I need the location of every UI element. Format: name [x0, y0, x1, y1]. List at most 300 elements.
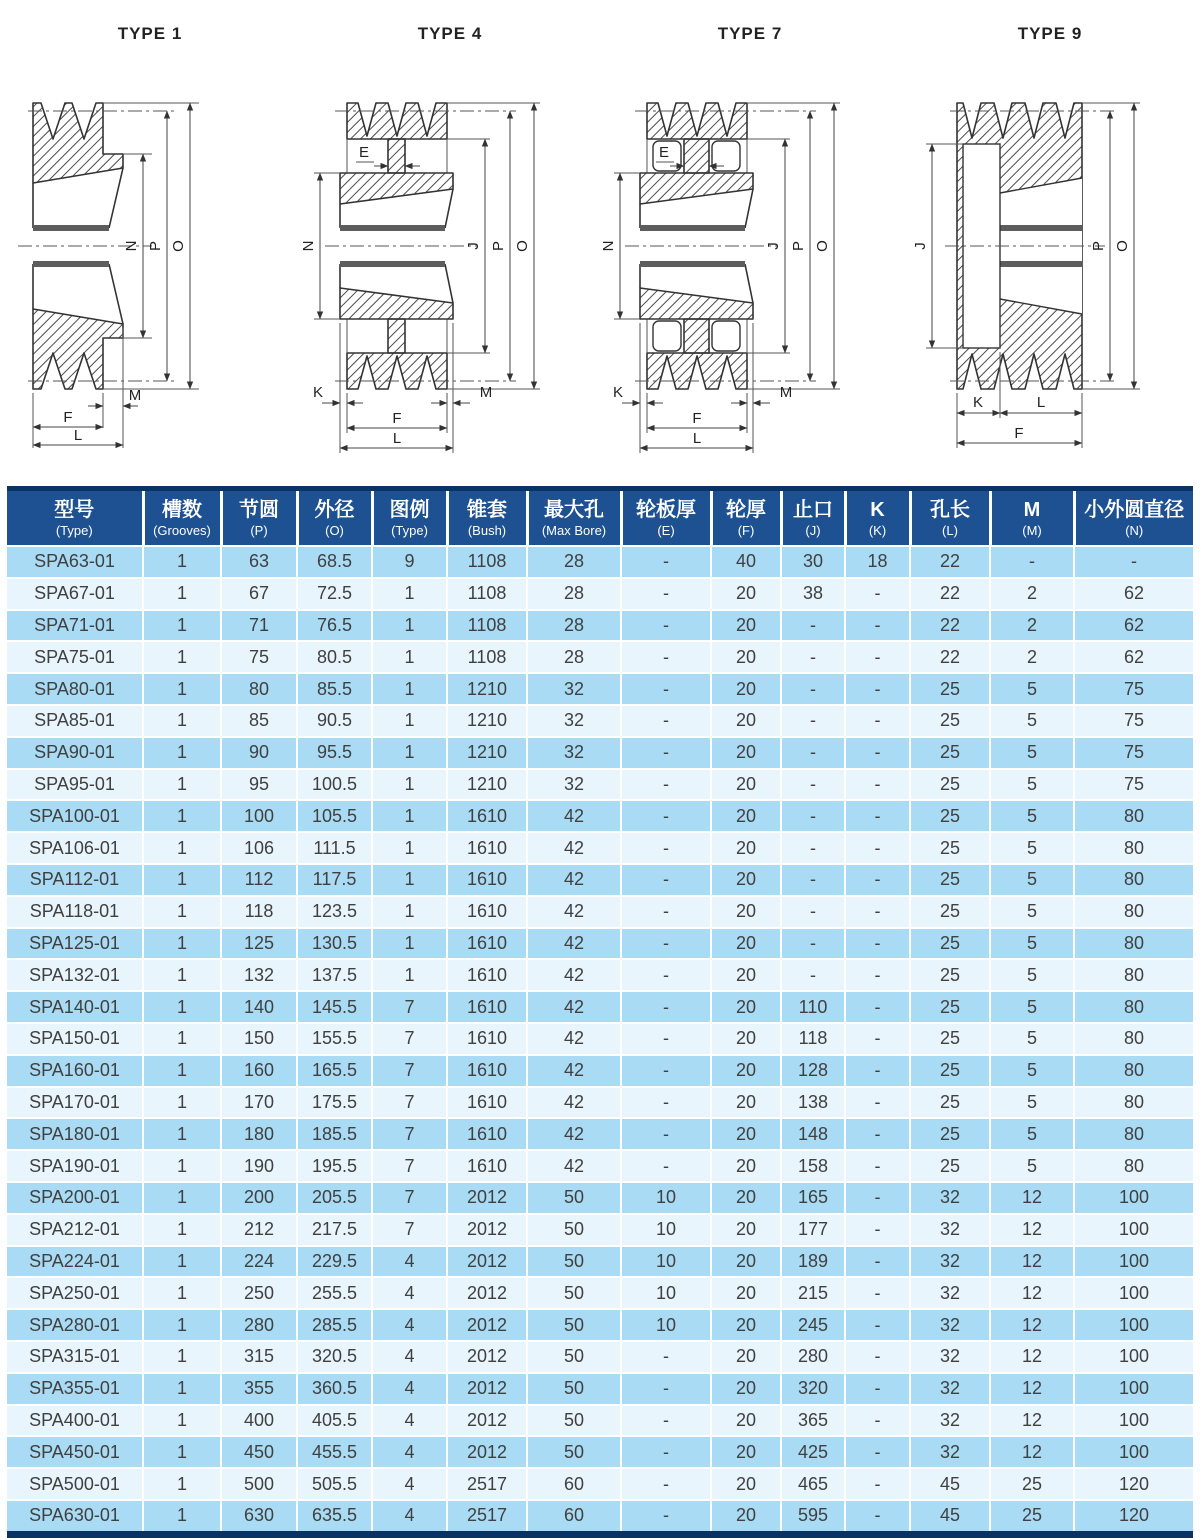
table-cell: 5 — [990, 896, 1074, 928]
table-cell: 2012 — [447, 1405, 527, 1437]
table-cell: 1610 — [447, 1055, 527, 1087]
table-cell: 125 — [221, 928, 297, 960]
table-cell: 12 — [990, 1405, 1074, 1437]
table-cell: 1 — [372, 959, 447, 991]
table-cell: 80 — [1074, 800, 1193, 832]
table-cell: 100.5 — [297, 769, 372, 801]
table-cell: - — [621, 928, 711, 960]
table-cell: - — [621, 737, 711, 769]
table-cell: 128 — [781, 1055, 845, 1087]
table-cell: - — [621, 1341, 711, 1373]
table-cell: 50 — [527, 1182, 621, 1214]
table-cell: 105.5 — [297, 800, 372, 832]
table-cell: 62 — [1074, 578, 1193, 610]
table-cell: 100 — [1074, 1309, 1193, 1341]
table-cell: 100 — [1074, 1341, 1193, 1373]
table-cell: 2012 — [447, 1214, 527, 1246]
table-cell: 280 — [781, 1341, 845, 1373]
table-cell: SPA100-01 — [7, 800, 143, 832]
table-cell: 1 — [143, 1246, 221, 1278]
table-cell: 180 — [221, 1118, 297, 1150]
table-cell: - — [845, 1150, 910, 1182]
column-header: 轮厚 (F) — [711, 491, 781, 546]
table-cell: - — [781, 641, 845, 673]
pulley-section-type-4 — [300, 46, 600, 476]
drawing-title-type-9: TYPE 9 — [1017, 24, 1083, 43]
dim-label-l: L — [692, 430, 702, 447]
table-cell: 25 — [910, 896, 990, 928]
table-cell: 20 — [711, 1023, 781, 1055]
table-cell: 365 — [781, 1405, 845, 1437]
table-cell: 20 — [711, 1500, 781, 1531]
table-row — [7, 896, 1193, 928]
table-cell: 12 — [990, 1214, 1074, 1246]
table-cell: 20 — [711, 1405, 781, 1437]
table-cell: 42 — [527, 959, 621, 991]
table-cell: 32 — [527, 737, 621, 769]
table-cell: 85 — [221, 705, 297, 737]
table-cell: 20 — [711, 800, 781, 832]
table-cell: 25 — [910, 1087, 990, 1119]
table-cell: 1610 — [447, 1118, 527, 1150]
table-cell: 155.5 — [297, 1023, 372, 1055]
table-cell: 132 — [221, 959, 297, 991]
dim-label-f: F — [63, 409, 73, 426]
table-cell: 1610 — [447, 1150, 527, 1182]
dim-label-n: N — [300, 240, 317, 252]
table-cell: 1610 — [447, 800, 527, 832]
table-cell: 1108 — [447, 578, 527, 610]
table-cell: 120 — [1074, 1500, 1193, 1531]
column-header: 止口 (J) — [781, 491, 845, 546]
dim-label-o: O — [1114, 240, 1131, 252]
table-cell: 12 — [990, 1182, 1074, 1214]
dim-label-o: O — [170, 240, 187, 252]
table-cell: 80 — [1074, 1087, 1193, 1119]
table-cell: 12 — [990, 1436, 1074, 1468]
table-cell: - — [621, 1023, 711, 1055]
table-cell: 229.5 — [297, 1246, 372, 1278]
table-cell: - — [845, 1405, 910, 1437]
table-cell: 32 — [527, 705, 621, 737]
table-cell: SPA125-01 — [7, 928, 143, 960]
table-cell: 1 — [143, 800, 221, 832]
table-cell: 165.5 — [297, 1055, 372, 1087]
table-cell: 117.5 — [297, 864, 372, 896]
table-cell: 215 — [781, 1277, 845, 1309]
table-cell: 110 — [781, 991, 845, 1023]
table-cell: 20 — [711, 1373, 781, 1405]
table-row — [7, 1436, 1193, 1468]
table-cell: 32 — [910, 1373, 990, 1405]
table-cell: 40 — [711, 546, 781, 578]
table-cell: 5 — [990, 705, 1074, 737]
table-cell: SPA500-01 — [7, 1468, 143, 1500]
table-cell: 5 — [990, 1055, 1074, 1087]
table-cell: 4 — [372, 1277, 447, 1309]
table-cell: 1 — [143, 610, 221, 642]
table-cell: 1610 — [447, 1023, 527, 1055]
table-cell: 20 — [711, 1214, 781, 1246]
table-cell: 4 — [372, 1246, 447, 1278]
table-cell: 400 — [221, 1405, 297, 1437]
table-cell: 30 — [781, 546, 845, 578]
table-cell: SPA190-01 — [7, 1150, 143, 1182]
table-cell: 450 — [221, 1436, 297, 1468]
table-cell: SPA200-01 — [7, 1182, 143, 1214]
table-cell: 4 — [372, 1309, 447, 1341]
table-cell: 80.5 — [297, 641, 372, 673]
table-cell: 25 — [910, 832, 990, 864]
table-cell: 635.5 — [297, 1500, 372, 1531]
table-cell: 95 — [221, 769, 297, 801]
table-cell: - — [621, 864, 711, 896]
table-cell: 106 — [221, 832, 297, 864]
table-cell: - — [621, 1468, 711, 1500]
table-cell: 1 — [372, 641, 447, 673]
table-cell: 130.5 — [297, 928, 372, 960]
table-row — [7, 1468, 1193, 1500]
table-cell: 42 — [527, 1055, 621, 1087]
table-cell: 62 — [1074, 610, 1193, 642]
table-cell: 42 — [527, 928, 621, 960]
table-cell: SPA106-01 — [7, 832, 143, 864]
table-cell: 25 — [910, 1023, 990, 1055]
table-cell: 1108 — [447, 546, 527, 578]
table-header — [7, 491, 1193, 546]
dim-label-m: M — [779, 384, 793, 401]
table-cell: 1 — [143, 1468, 221, 1500]
table-cell: 32 — [910, 1246, 990, 1278]
table-cell: - — [621, 1087, 711, 1119]
table-cell: 7 — [372, 991, 447, 1023]
dim-label-p: P — [1090, 240, 1107, 252]
table-cell: 20 — [711, 1277, 781, 1309]
table-row — [7, 991, 1193, 1023]
table-cell: - — [845, 1055, 910, 1087]
table-cell: 1 — [372, 673, 447, 705]
table-cell: 28 — [527, 578, 621, 610]
table-cell: - — [621, 769, 711, 801]
table-cell: 112 — [221, 864, 297, 896]
table-cell: 10 — [621, 1246, 711, 1278]
dim-label-l: L — [1036, 394, 1046, 411]
table-cell: SPA90-01 — [7, 737, 143, 769]
table-cell: - — [621, 896, 711, 928]
table-cell: 2012 — [447, 1309, 527, 1341]
table-cell: - — [845, 1182, 910, 1214]
table-cell: - — [781, 928, 845, 960]
table-cell: 10 — [621, 1214, 711, 1246]
table-cell: 165 — [781, 1182, 845, 1214]
table-cell: 12 — [990, 1277, 1074, 1309]
table-row — [7, 1277, 1193, 1309]
table-cell: 1 — [143, 991, 221, 1023]
table-cell: SPA71-01 — [7, 610, 143, 642]
table-cell: 25 — [910, 1118, 990, 1150]
table-cell: - — [621, 1150, 711, 1182]
table-cell: 75 — [1074, 769, 1193, 801]
table-cell: - — [845, 959, 910, 991]
table-row — [7, 578, 1193, 610]
table-cell: 1210 — [447, 769, 527, 801]
table-cell: - — [621, 1436, 711, 1468]
table-cell: 20 — [711, 1087, 781, 1119]
table-cell: 25 — [910, 928, 990, 960]
table-cell: - — [781, 864, 845, 896]
table-cell: SPA355-01 — [7, 1373, 143, 1405]
table-cell: - — [781, 959, 845, 991]
table-cell: 1 — [143, 1405, 221, 1437]
table-cell: 28 — [527, 546, 621, 578]
dim-label-n: N — [123, 240, 140, 252]
table-cell: 200 — [221, 1182, 297, 1214]
table-cell: 22 — [910, 578, 990, 610]
table-row — [7, 546, 1193, 578]
table-cell: 630 — [221, 1500, 297, 1531]
table-cell: 20 — [711, 832, 781, 864]
table-cell: 9 — [372, 546, 447, 578]
table-cell: - — [621, 546, 711, 578]
table-cell: - — [845, 1373, 910, 1405]
table-cell: 100 — [1074, 1436, 1193, 1468]
table-cell: 20 — [711, 959, 781, 991]
table-cell: 25 — [910, 1150, 990, 1182]
table-cell: 5 — [990, 864, 1074, 896]
table-cell: 1 — [143, 1118, 221, 1150]
dim-label-j: J — [912, 242, 929, 250]
table-cell: 4 — [372, 1373, 447, 1405]
table-cell: 5 — [990, 800, 1074, 832]
table-cell: - — [845, 928, 910, 960]
table-cell: 80 — [1074, 1118, 1193, 1150]
table-cell: 5 — [990, 673, 1074, 705]
table-cell: 1 — [143, 896, 221, 928]
table-cell: 45 — [910, 1468, 990, 1500]
table-cell: 38 — [781, 578, 845, 610]
table-cell: 50 — [527, 1309, 621, 1341]
table-cell: 32 — [910, 1277, 990, 1309]
table-cell: 20 — [711, 1468, 781, 1500]
table-cell: - — [781, 896, 845, 928]
table-cell: 42 — [527, 1087, 621, 1119]
table-cell: 1 — [143, 705, 221, 737]
table-cell: - — [621, 578, 711, 610]
table-cell: SPA95-01 — [7, 769, 143, 801]
table-cell: 1 — [143, 864, 221, 896]
table-cell: 1 — [143, 1150, 221, 1182]
table-cell: 123.5 — [297, 896, 372, 928]
table-row — [7, 1087, 1193, 1119]
dim-label-f: F — [692, 410, 702, 427]
drawing-title-type-4: TYPE 4 — [417, 24, 483, 43]
table-cell: 7 — [372, 1118, 447, 1150]
table-cell: SPA132-01 — [7, 959, 143, 991]
table-cell: 80 — [1074, 959, 1193, 991]
table-cell: 212 — [221, 1214, 297, 1246]
table-cell: 20 — [711, 1055, 781, 1087]
dim-label-m: M — [128, 387, 142, 404]
table-cell: 1 — [372, 800, 447, 832]
table-cell: 10 — [621, 1277, 711, 1309]
dim-label-j: J — [765, 242, 782, 250]
table-cell: - — [845, 610, 910, 642]
column-header: K (K) — [845, 491, 910, 546]
table-cell: 177 — [781, 1214, 845, 1246]
table-cell: 505.5 — [297, 1468, 372, 1500]
table-cell: 1 — [143, 1055, 221, 1087]
table-cell: - — [845, 673, 910, 705]
table-cell: 2 — [990, 610, 1074, 642]
table-cell: 405.5 — [297, 1405, 372, 1437]
table-cell: 1 — [143, 1341, 221, 1373]
table-cell: 20 — [711, 641, 781, 673]
table-cell: - — [781, 832, 845, 864]
table-cell: - — [781, 610, 845, 642]
table-cell: - — [845, 705, 910, 737]
dim-label-f: F — [1014, 425, 1024, 442]
table-cell: 75 — [1074, 705, 1193, 737]
table-cell: 60 — [527, 1500, 621, 1531]
table-cell: - — [621, 641, 711, 673]
table-cell: 1 — [143, 928, 221, 960]
table-cell: 195.5 — [297, 1150, 372, 1182]
table-cell: 1 — [372, 610, 447, 642]
table-cell: 42 — [527, 1023, 621, 1055]
column-header: 轮板厚 (E) — [621, 491, 711, 546]
table-cell: - — [621, 673, 711, 705]
table-cell: - — [1074, 546, 1193, 578]
table-cell: 1 — [143, 641, 221, 673]
table-cell: SPA63-01 — [7, 546, 143, 578]
table-cell: 50 — [527, 1405, 621, 1437]
table-cell: 1 — [143, 1436, 221, 1468]
table-cell: 7 — [372, 1150, 447, 1182]
table-cell: 10 — [621, 1182, 711, 1214]
table-cell: 100 — [1074, 1214, 1193, 1246]
table-cell: 170 — [221, 1087, 297, 1119]
table-cell: 28 — [527, 641, 621, 673]
table-bottom-bar — [7, 1531, 1193, 1538]
table-row — [7, 1309, 1193, 1341]
table-cell: 160 — [221, 1055, 297, 1087]
column-header: 小外圆直径 (N) — [1074, 491, 1193, 546]
table-cell: 285.5 — [297, 1309, 372, 1341]
table-cell: 7 — [372, 1214, 447, 1246]
table-cell: 20 — [711, 1341, 781, 1373]
table-cell: - — [621, 1405, 711, 1437]
table-row — [7, 1118, 1193, 1150]
table-cell: 1 — [143, 1500, 221, 1531]
column-header: 孔长 (L) — [910, 491, 990, 546]
table-cell: 22 — [910, 610, 990, 642]
table-cell: 4 — [372, 1436, 447, 1468]
table-cell: 28 — [527, 610, 621, 642]
table-cell: 20 — [711, 737, 781, 769]
table-cell: 67 — [221, 578, 297, 610]
table-cell: SPA85-01 — [7, 705, 143, 737]
dim-label-p: P — [790, 240, 807, 252]
table-row — [7, 1055, 1193, 1087]
table-cell: 25 — [910, 1055, 990, 1087]
table-cell: 1 — [372, 578, 447, 610]
table-cell: 138 — [781, 1087, 845, 1119]
table-cell: 32 — [910, 1182, 990, 1214]
table-cell: 1610 — [447, 1087, 527, 1119]
table-cell: 32 — [527, 673, 621, 705]
dim-label-p: P — [490, 240, 507, 252]
table-cell: SPA630-01 — [7, 1500, 143, 1531]
table-cell: 140 — [221, 991, 297, 1023]
table-cell: 42 — [527, 800, 621, 832]
table-cell: 20 — [711, 1436, 781, 1468]
table-cell: 7 — [372, 1023, 447, 1055]
table-cell: 72.5 — [297, 578, 372, 610]
table-cell: 75 — [1074, 673, 1193, 705]
table-cell: SPA224-01 — [7, 1246, 143, 1278]
table-cell: 1 — [372, 769, 447, 801]
table-cell: 7 — [372, 1087, 447, 1119]
table-cell: - — [845, 832, 910, 864]
table-cell: 2012 — [447, 1341, 527, 1373]
table-cell: 32 — [527, 769, 621, 801]
table-row — [7, 641, 1193, 673]
table-cell: 1 — [143, 1214, 221, 1246]
table-cell: 217.5 — [297, 1214, 372, 1246]
table-cell: 20 — [711, 1150, 781, 1182]
table-cell: 100 — [1074, 1182, 1193, 1214]
table-cell: 100 — [1074, 1373, 1193, 1405]
table-cell: 5 — [990, 832, 1074, 864]
table-cell: SPA80-01 — [7, 673, 143, 705]
table-cell: SPA450-01 — [7, 1436, 143, 1468]
table-cell: 25 — [910, 769, 990, 801]
table-cell: 50 — [527, 1373, 621, 1405]
table-cell: 32 — [910, 1309, 990, 1341]
table-cell: 12 — [990, 1309, 1074, 1341]
table-cell: SPA280-01 — [7, 1309, 143, 1341]
table-cell: - — [990, 546, 1074, 578]
table-cell: 1 — [143, 1309, 221, 1341]
table-cell: 12 — [990, 1341, 1074, 1373]
table-cell: 1 — [372, 928, 447, 960]
table-cell: 80 — [1074, 1150, 1193, 1182]
table-row — [7, 1405, 1193, 1437]
table-cell: 320.5 — [297, 1341, 372, 1373]
table-cell: 1 — [143, 769, 221, 801]
table-row — [7, 1373, 1193, 1405]
table-cell: 32 — [910, 1436, 990, 1468]
table-cell: 455.5 — [297, 1436, 372, 1468]
table-cell: 2012 — [447, 1246, 527, 1278]
table-cell: 25 — [910, 864, 990, 896]
table-cell: 32 — [910, 1341, 990, 1373]
table-cell: 85.5 — [297, 673, 372, 705]
table-cell: 2012 — [447, 1373, 527, 1405]
table-cell: 224 — [221, 1246, 297, 1278]
table-cell: - — [845, 1087, 910, 1119]
dim-label-o: O — [814, 240, 831, 252]
table-cell: 75 — [1074, 737, 1193, 769]
table-cell: - — [621, 959, 711, 991]
table-cell: 25 — [910, 991, 990, 1023]
table-cell: 25 — [910, 705, 990, 737]
table-row — [7, 1214, 1193, 1246]
table-cell: SPA400-01 — [7, 1405, 143, 1437]
table-cell: 80 — [1074, 896, 1193, 928]
table-cell: 4 — [372, 1500, 447, 1531]
column-header: 图例 (Type) — [372, 491, 447, 546]
